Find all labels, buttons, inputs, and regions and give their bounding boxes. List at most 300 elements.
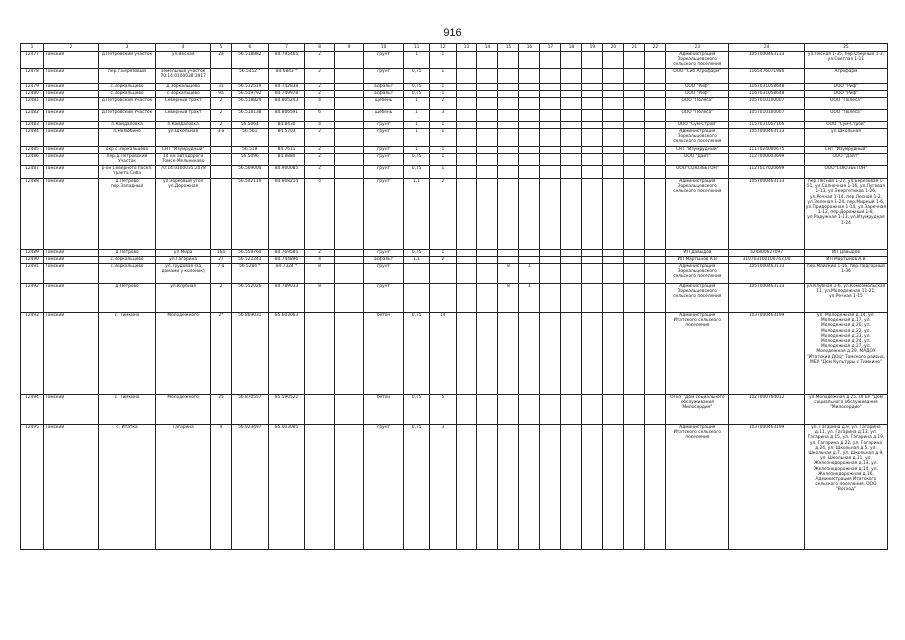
table-cell	[624, 110, 645, 122]
table-cell	[519, 69, 540, 84]
table-cell: СНТ "Изумрудный"	[666, 147, 729, 154]
table-cell: грунт	[364, 166, 404, 179]
table-cell	[477, 110, 498, 122]
table-cell: Томский	[44, 257, 99, 264]
table-cell: р-он Северного посел. тракта Сиба	[98, 166, 156, 179]
table-cell	[456, 98, 477, 110]
table-cell: 56.522243	[231, 257, 268, 264]
table-cell: 3	[430, 425, 456, 550]
table-cell	[519, 179, 540, 250]
table-cell	[540, 257, 561, 264]
table-cell: с.Зоркальцево	[98, 257, 156, 264]
table-cell: 1057000463133	[729, 264, 805, 284]
table-cell: 12492	[21, 284, 44, 313]
table-cell	[540, 122, 561, 129]
column-number-cell: 15	[498, 44, 519, 52]
table-cell	[477, 395, 498, 425]
table-cell	[540, 313, 561, 395]
table-cell	[645, 313, 666, 395]
table-cell: ООО "Риф"	[666, 84, 729, 91]
table-cell	[334, 284, 363, 313]
table-cell	[498, 425, 519, 550]
table-cell: д.Петровский Участок	[98, 98, 156, 110]
table-cell: 0,75	[404, 84, 430, 91]
table-row	[21, 84, 888, 91]
table-cell	[498, 98, 519, 110]
table-cell: грунт	[364, 284, 404, 313]
table-cell	[603, 110, 624, 122]
table-row	[21, 91, 888, 98]
table-cell: Администрация Зоркальцевского сельского поселения	[666, 179, 729, 250]
table-cell: 84.805243	[268, 98, 305, 110]
table-cell: 4	[305, 122, 334, 129]
table-cell	[334, 98, 363, 110]
table-cell: 2	[430, 179, 456, 250]
table-cell: 1	[430, 166, 456, 179]
table-cell	[645, 122, 666, 129]
table-cell	[603, 91, 624, 98]
table-cell	[456, 395, 477, 425]
table-cell: д.Зоркальцево	[156, 84, 211, 91]
table-cell: д.Петрово пер.Западный	[98, 179, 156, 250]
column-number-cell: 6	[231, 44, 268, 52]
table-cell	[210, 154, 231, 166]
table-cell	[561, 264, 582, 284]
table-cell: грунт	[364, 129, 404, 147]
table-cell: Томский	[44, 110, 99, 122]
table-cell: 1,1	[404, 257, 430, 264]
table-cell	[456, 147, 477, 154]
table-cell: асфальт	[364, 257, 404, 264]
table-cell: ООО "Риф"	[804, 91, 887, 98]
table-cell	[456, 129, 477, 147]
table-cell: с. Тимкино	[98, 313, 156, 395]
waste-site-registry-table	[20, 43, 888, 550]
table-cell: 56.559760	[231, 250, 268, 257]
table-cell: ул.Школьная	[804, 129, 887, 147]
table-cell	[582, 257, 603, 264]
table-cell	[477, 129, 498, 147]
table-cell: 2	[305, 84, 334, 91]
table-row	[21, 98, 888, 110]
column-number-cell: 11	[404, 44, 430, 52]
table-cell: ул.Молодежная д.25, ОГБУ "Дом социального обслуживания "Милосердие"	[804, 395, 887, 425]
table-cell: 1	[430, 129, 456, 147]
table-cell: п.Кайдаловка	[98, 122, 156, 129]
table-cell	[624, 264, 645, 284]
table-cell: земельный участок 70:14:0100038:3917	[156, 69, 211, 84]
table-cell	[519, 52, 540, 69]
table-cell	[645, 257, 666, 264]
column-number-cell: 1	[21, 44, 44, 52]
table-cell: 56.870557	[231, 395, 268, 425]
column-number-cell: 21	[624, 44, 645, 52]
table-cell: с.Зоркальцево	[98, 91, 156, 98]
table-row	[21, 129, 888, 147]
table-cell: 1	[404, 98, 430, 110]
table-cell	[305, 313, 334, 395]
table-cell	[603, 154, 624, 166]
column-number-cell: 12	[430, 44, 456, 52]
table-cell	[540, 179, 561, 250]
table-cell	[477, 98, 498, 110]
table-cell	[624, 250, 645, 257]
table-cell	[334, 52, 363, 69]
column-number-cell: 10	[364, 44, 404, 52]
table-cell: 2	[305, 91, 334, 98]
table-cell: 84.8430	[268, 122, 305, 129]
table-cell: ИП Мартынов А.В	[666, 257, 729, 264]
table-cell: Томский	[44, 284, 99, 313]
table-cell	[456, 84, 477, 91]
table-cell: 0,75	[404, 69, 430, 84]
table-cell: 1	[430, 91, 456, 98]
table-cell: 8	[305, 264, 334, 284]
table-cell: ООО"СОЮЗБЕТОН"	[804, 166, 887, 179]
table-cell: с. Итатка	[98, 425, 156, 550]
table-cell: 1	[430, 147, 456, 154]
table-cell: 12494	[21, 395, 44, 425]
table-cell: 84.806591	[268, 110, 305, 122]
table-cell	[561, 284, 582, 313]
table-cell: Гагарина	[156, 425, 211, 550]
table-cell: 4	[305, 179, 334, 250]
table-cell	[624, 84, 645, 91]
table-row	[21, 110, 888, 122]
table-cell: 4	[305, 257, 334, 264]
table-cell	[498, 179, 519, 250]
table-cell	[498, 166, 519, 179]
table-cell: 2	[305, 69, 334, 84]
table-cell: Администрация Зоркальцевского сельского поселения	[666, 284, 729, 313]
table-cell: ООО "Сум-Строй"	[804, 122, 887, 129]
table-cell	[561, 91, 582, 98]
table-cell	[498, 110, 519, 122]
table-cell	[582, 166, 603, 179]
table-cell: 12490	[21, 257, 44, 264]
table-cell: 12489	[21, 250, 44, 257]
table-cell: 84.808214	[268, 179, 305, 250]
table-cell: Администрация Итатского сельского поселения	[666, 313, 729, 395]
table-cell	[519, 425, 540, 550]
table-cell: 2а	[210, 52, 231, 69]
table-cell: 12487	[21, 166, 44, 179]
table-cell: 1	[404, 122, 430, 129]
table-cell	[477, 179, 498, 250]
table-cell: Администрация Зоркальцевского сельского поселения	[666, 52, 729, 69]
table-cell: ИП Мартынов А.В	[804, 257, 887, 264]
table-cell: 1167031058648	[729, 84, 805, 91]
table-cell	[645, 284, 666, 313]
table-cell: с. Тимкино	[98, 395, 156, 425]
table-cell: 12483	[21, 122, 44, 129]
table-row	[21, 147, 888, 154]
table-cell: Томский	[44, 250, 99, 257]
table-cell	[334, 91, 363, 98]
table-cell	[540, 264, 561, 284]
table-cell: 0,75	[404, 91, 430, 98]
table-cell: с.Зоркальцево	[156, 91, 211, 98]
table-cell	[477, 250, 498, 257]
table-cell	[561, 98, 582, 110]
column-number-cell: 9	[334, 44, 363, 52]
table-cell: 12477	[21, 52, 44, 69]
table-cell	[582, 98, 603, 110]
table-cell: 84.6843 *	[268, 69, 305, 84]
table-cell	[603, 250, 624, 257]
table-cell: пер.г.Березовый	[98, 69, 156, 84]
table-cell: пер.Майский 1-16, пер.Подгорный 1-36	[804, 264, 887, 284]
table-cell: 8	[498, 264, 519, 284]
table-cell	[456, 166, 477, 179]
table-cell: 1165476071980	[729, 69, 805, 84]
table-cell: с.Зоркальцево	[98, 264, 156, 284]
table-cell: 0,75	[404, 313, 430, 395]
table-cell: ул. Гагарина д.9, ул. Гагарина д.11, ул. Гагарина д.13, ул. Гагарина д.15, ул. Гагарина д.19, ул. Гагарина д.22, ул. Гагарина д.24, ул. Школьная д.5, ул. Школьная д.7, ул. Школьная д.9, ул. Школьная д.11, ул. Железнодорожная д.13, ул. Железнодорожная д.14, ул. Железнодорожная д.16, Администрация Итатского сельского поселения, ООО "Восход"	[804, 425, 887, 550]
table-cell	[645, 250, 666, 257]
table-cell	[603, 264, 624, 284]
table-cell	[334, 395, 363, 425]
table-cell: 2	[305, 129, 334, 147]
table-cell: СНТ "Изумрудный"	[156, 147, 211, 154]
table-cell: ул.Трудовая (за домами у колонок)	[156, 264, 211, 284]
table-cell	[519, 395, 540, 425]
table-cell: 1	[404, 129, 430, 147]
table-cell	[645, 98, 666, 110]
table-cell	[456, 52, 477, 69]
table-cell: Томский	[44, 52, 99, 69]
table-cell	[540, 91, 561, 98]
table-cell	[561, 69, 582, 84]
table-cell	[498, 395, 519, 425]
table-cell: 56.518138	[231, 110, 268, 122]
table-cell: Томский	[44, 91, 99, 98]
table-row	[21, 313, 888, 395]
table-cell	[519, 313, 540, 395]
table-cell: ООО "Полеса"	[804, 110, 887, 122]
table-cell	[645, 154, 666, 166]
table-row	[21, 166, 888, 179]
table-cell	[305, 395, 334, 425]
table-cell: СНТ "Изумрудный"	[804, 147, 887, 154]
table-cell	[624, 69, 645, 84]
table-cell	[519, 84, 540, 91]
table-cell: 2	[305, 154, 334, 166]
table-cell	[624, 91, 645, 98]
table-cell	[477, 69, 498, 84]
table-cell	[498, 69, 519, 84]
table-cell	[404, 284, 430, 313]
table-cell: ул.Лесная 1-35, пер.Озерный 1-3, ул.Светлая 1-11	[804, 52, 887, 69]
table-cell	[582, 84, 603, 91]
table-cell	[334, 257, 363, 264]
table-cell: 12493	[21, 313, 44, 395]
table-cell: 2	[305, 250, 334, 257]
table-cell: 3-а	[210, 129, 231, 147]
table-cell: 84.5703	[268, 129, 305, 147]
table-cell	[582, 147, 603, 154]
table-cell: 1	[430, 122, 456, 129]
column-number-cell: 5	[210, 44, 231, 52]
table-cell	[540, 52, 561, 69]
table-cell: 9а	[210, 91, 231, 98]
table-cell	[561, 122, 582, 129]
table-cell: ИП Давыдов	[666, 250, 729, 257]
table-cell	[477, 122, 498, 129]
table-cell	[334, 110, 363, 122]
table-cell	[456, 313, 477, 395]
table-cell: 56.569004	[231, 166, 268, 179]
table-cell: Администрация Зоркальцевского сельского поселения	[666, 129, 729, 147]
table-cell: 2	[210, 122, 231, 129]
table-cell	[540, 110, 561, 122]
table-cell: 56.532519	[231, 84, 268, 91]
table-cell	[334, 154, 363, 166]
table-cell: 1	[430, 52, 456, 69]
table-cell	[645, 425, 666, 550]
table-cell	[645, 129, 666, 147]
table-cell	[456, 264, 477, 284]
table-cell	[456, 69, 477, 84]
table-cell: грунт	[364, 52, 404, 69]
table-cell	[334, 313, 363, 395]
table-cell	[645, 91, 666, 98]
table-body	[21, 44, 888, 550]
table-cell	[334, 147, 363, 154]
table-cell: бетон	[364, 395, 404, 425]
table-row	[21, 264, 888, 284]
table-cell: с.Зоркальцево	[98, 84, 156, 91]
table-cell: 1,1	[404, 179, 430, 250]
table-cell: п.Нелюбино	[98, 129, 156, 147]
column-number-cell: 14	[477, 44, 498, 52]
table-cell	[498, 91, 519, 98]
table-cell: асфальт	[364, 91, 404, 98]
table-cell: 56.518882	[231, 52, 268, 69]
table-row	[21, 257, 888, 264]
table-cell	[477, 52, 498, 69]
table-cell	[477, 84, 498, 91]
table-cell: Томский	[44, 122, 99, 129]
table-cell: д.Петрово	[98, 284, 156, 313]
table-cell	[477, 313, 498, 395]
table-cell	[334, 69, 363, 84]
table-cell: 56.542119	[231, 179, 268, 250]
table-cell: 1057000463133	[729, 52, 805, 69]
table-cell: 3	[430, 110, 456, 122]
table-cell	[561, 52, 582, 69]
table-row	[21, 52, 888, 69]
table-cell: 84.744896	[268, 257, 305, 264]
table-cell	[404, 264, 430, 284]
table-cell: 27	[210, 257, 231, 264]
table-cell	[540, 166, 561, 179]
table-cell	[519, 257, 540, 264]
table-cell: 1027000764012	[729, 395, 805, 425]
table-row	[21, 284, 888, 313]
table-cell: Томский	[44, 84, 99, 91]
table-cell	[456, 250, 477, 257]
table-cell	[540, 284, 561, 313]
table-cell: 2	[305, 147, 334, 154]
table-cell	[624, 425, 645, 550]
table-cell	[582, 395, 603, 425]
table-cell	[582, 122, 603, 129]
column-number-cell: 8	[305, 44, 334, 52]
table-cell: 1	[404, 147, 430, 154]
table-cell: 2	[305, 166, 334, 179]
table-cell: Томский	[44, 179, 99, 250]
column-number-cell: 18	[561, 44, 582, 52]
table-cell	[540, 250, 561, 257]
table-cell: 4	[305, 98, 334, 110]
table-cell: 12481	[21, 98, 44, 110]
table-cell: щебень	[364, 110, 404, 122]
column-number-cell: 13	[456, 44, 477, 52]
table-cell	[582, 250, 603, 257]
table-cell	[624, 166, 645, 179]
table-cell: Томский	[44, 166, 99, 179]
table-cell	[603, 284, 624, 313]
table-cell	[582, 52, 603, 69]
table-cell	[540, 425, 561, 550]
table-cell	[477, 284, 498, 313]
table-cell	[540, 129, 561, 147]
table-cell	[456, 284, 477, 313]
table-cell: ООО "Полеса"	[666, 110, 729, 122]
table-cell: Администрация Итатского сельского поселения	[666, 425, 729, 550]
table-cell: 6	[305, 110, 334, 122]
table-cell	[498, 250, 519, 257]
table-cell: 56.5064	[231, 122, 268, 129]
table-cell: 31	[210, 84, 231, 91]
table-cell	[603, 122, 624, 129]
table-cell: 1	[519, 264, 540, 284]
table-cell	[498, 154, 519, 166]
table-cell: 12488	[21, 179, 44, 250]
table-cell	[624, 154, 645, 166]
table-cell	[582, 313, 603, 395]
table-cell	[210, 179, 231, 250]
table-cell	[498, 257, 519, 264]
table-cell	[645, 147, 666, 154]
table-cell: 1	[430, 250, 456, 257]
table-row	[21, 179, 888, 250]
table-cell: 8	[498, 284, 519, 313]
table-cell: Томский	[44, 313, 99, 395]
table-cell	[519, 91, 540, 98]
table-cell	[334, 425, 363, 550]
table-cell	[334, 84, 363, 91]
table-cell: 56.923497	[231, 425, 268, 550]
table-cell: д.Петрово	[98, 250, 156, 257]
column-number-cell: 22	[645, 44, 666, 52]
table-cell	[540, 154, 561, 166]
table-cell: 85.590522	[268, 395, 305, 425]
table-cell: ООО"СОЮЗБЕТОН"	[666, 166, 729, 179]
table-cell: Администрация Зоркальцевского сельского поселения	[666, 264, 729, 284]
table-cell: 84.8880	[268, 154, 305, 166]
table-cell	[430, 284, 456, 313]
table-cell	[456, 179, 477, 250]
table-cell	[561, 166, 582, 179]
table-cell: 25	[210, 395, 231, 425]
table-cell: грунт	[364, 425, 404, 550]
table-cell: Агрофарм	[804, 69, 887, 84]
table-cell	[624, 129, 645, 147]
table-cell: Томский	[44, 425, 99, 550]
table-cell: 1127000003699	[729, 154, 805, 166]
